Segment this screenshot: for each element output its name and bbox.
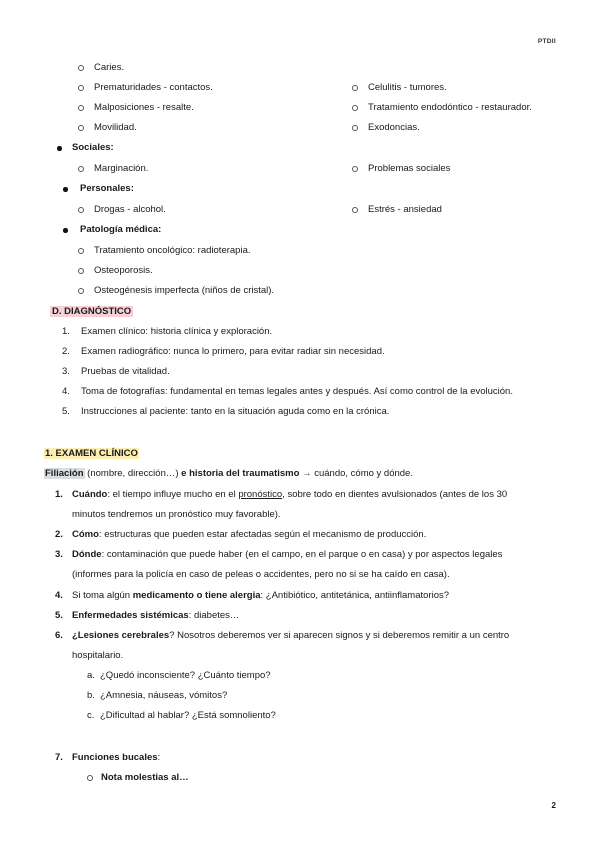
section-title-diagnostico: D. DIAGNÓSTICO: [52, 306, 132, 317]
document-page: PTDII Caries. Prematuridades - contactos. Malposiciones - resalte. Movilidad. Celulitis - tumores. Tratamiento endodóntico - restaurador. Exodoncias. Sociales: Marginación. Problemas sociales Personales: Drogas - alcohol. Estrés - ansiedad Patología médica: Tratamiento oncológico: radioterapia. Osteoporosis. Osteogénesis imperfecta (niños de cristal). D. DIAGNÓSTICO 1. Examen clínico: historia clínica y exploración. 2. Examen radiográfico: nunca lo primero, para evitar radiar sin necesidad. 3. Pruebas de vitalidad. 4. Toma de fotografías: fundamental en temas legales antes y después. Así como control de la evolución. 5. Instrucciones al paciente: tanto en la situación aguda como en la crónica. 1. EXAMEN CLÍNICO Filiación (nombre, dirección…) e historia del traumatismo → cuándo, cómo y dónde. 1. Cuándo: el tiempo influye mucho en el pronóstico, sobre todo en dientes avulsionados (antes de los 30 minutos tendremos un pronóstico muy favorable). 2. Cómo: estructuras que pueden estar afectadas según el mecanismo de producción. 3. Dónde: contaminación que puede haber (en el campo, en el parque o en casa) y por aspectos legales (informes para la policía en caso de peleas o accidentes, pero no si se ha caído en casa). 4. Si toma algún medicamento o tiene alergia: ¿Antibiótico, antitetánica, antiinflamatorios? 5. Enfermedades sistémicas: diabetes… 6. ¿Lesiones cerebrales? Nosotros deberemos ver si aparecen signos y si deberemos remitir a un centro hospitalario. a. ¿Quedó inconsciente? ¿Cuánto tiempo? b. ¿Amnesia, náuseas, vómitos? c. ¿Dificultad al hablar? ¿Está somnoliento? 7. Funciones bucales: Nota molestias al… 2: [45, 38, 556, 810]
examen-item-donde-cont: (informes para la policía en caso de peleas o accidentes, pero no si se ha caído en casa).: [72, 569, 450, 580]
list-item: Drogas - alcohol.: [94, 204, 166, 215]
list-item: Malposiciones - resalte.: [94, 102, 194, 113]
list-item: Examen clínico: historia clínica y exploración.: [81, 326, 273, 337]
bullet-icon: [352, 85, 358, 91]
sub-item: Nota molestias al…: [101, 772, 189, 783]
list-item: Caries.: [94, 62, 125, 73]
examen-item-donde: Dónde: contaminación que puede haber (en el campo, en el parque o en casa) y por aspectos legales: [72, 549, 503, 560]
bullet-icon: [63, 187, 68, 192]
list-item: Marginación.: [94, 163, 149, 174]
list-item: Pruebas de vitalidad.: [81, 366, 170, 377]
examen-item-enfermedades: Enfermedades sistémicas: diabetes…: [72, 610, 240, 621]
bullet-icon: [78, 248, 84, 254]
section-label-personales: Personales:: [80, 183, 134, 194]
examen-item-cuando: Cuándo: el tiempo influye mucho en el pronóstico, sobre todo en dientes avulsionados (antes de los 30: [72, 489, 508, 500]
list-item: Problemas sociales: [368, 163, 451, 174]
examen-item-lesiones-cont: hospitalario.: [72, 650, 124, 661]
list-item: Instrucciones al paciente: tanto en la situación aguda como en la crónica.: [81, 406, 390, 417]
bullet-icon: [78, 85, 84, 91]
header-code: PTDII: [537, 38, 556, 45]
sub-item: ¿Dificultad al hablar? ¿Está somnoliento?: [100, 710, 276, 721]
examen-item-cuando-cont: minutos tendremos un pronóstico muy favorable).: [72, 509, 281, 520]
list-item: Estrés - ansiedad: [368, 204, 442, 215]
filiacion-line: Filiación (nombre, dirección…) e historia del traumatismo → cuándo, cómo y dónde.: [45, 468, 413, 479]
bullet-icon: [57, 146, 62, 151]
list-item: Examen radiográfico: nunca lo primero, para evitar radiar sin necesidad.: [81, 346, 385, 357]
sub-item: ¿Amnesia, náuseas, vómitos?: [100, 690, 228, 701]
list-item: Prematuridades - contactos.: [94, 82, 213, 93]
bullet-icon: [78, 268, 84, 274]
list-item: Exodoncias.: [368, 122, 420, 133]
section-label-sociales: Sociales:: [72, 142, 114, 153]
bullet-icon: [78, 65, 84, 71]
section-label-patologia: Patología médica:: [80, 224, 162, 235]
bullet-icon: [352, 125, 358, 131]
list-item: Osteoporosis.: [94, 265, 153, 276]
bullet-icon: [63, 228, 68, 233]
page-number: 2: [551, 801, 556, 810]
list-item: Tratamiento endodóntico - restaurador.: [368, 102, 532, 113]
sub-item: ¿Quedó inconsciente? ¿Cuánto tiempo?: [100, 670, 271, 681]
bullet-icon: [78, 125, 84, 131]
bullet-icon: [78, 166, 84, 172]
bullet-icon: [352, 166, 358, 172]
section-title-examen: 1. EXAMEN CLÍNICO: [45, 448, 138, 459]
list-item: Tratamiento oncológico: radioterapia.: [94, 245, 251, 256]
list-item: Movilidad.: [94, 122, 137, 133]
list-item: Toma de fotografías: fundamental en temas legales antes y después. Así como control de la evolución.: [81, 386, 513, 397]
list-item: Celulitis - tumores.: [368, 82, 447, 93]
examen-item-lesiones: ¿Lesiones cerebrales? Nosotros deberemos ver si aparecen signos y si deberemos remitir a un centro: [72, 630, 510, 641]
examen-item-como: Cómo: estructuras que pueden estar afectadas según el mecanismo de producción.: [72, 529, 427, 540]
examen-item-medicamento: Si toma algún medicamento o tiene alergia: ¿Antibiótico, antitetánica, antiinflamatorios?: [72, 590, 450, 601]
bullet-icon: [78, 105, 84, 111]
list-item: Osteogénesis imperfecta (niños de cristal).: [94, 285, 275, 296]
examen-item-funciones: Funciones bucales:: [72, 752, 161, 763]
bullet-icon: [78, 207, 84, 213]
bullet-icon: [78, 288, 84, 294]
bullet-icon: [352, 105, 358, 111]
bullet-icon: [87, 775, 93, 781]
bullet-icon: [352, 207, 358, 213]
